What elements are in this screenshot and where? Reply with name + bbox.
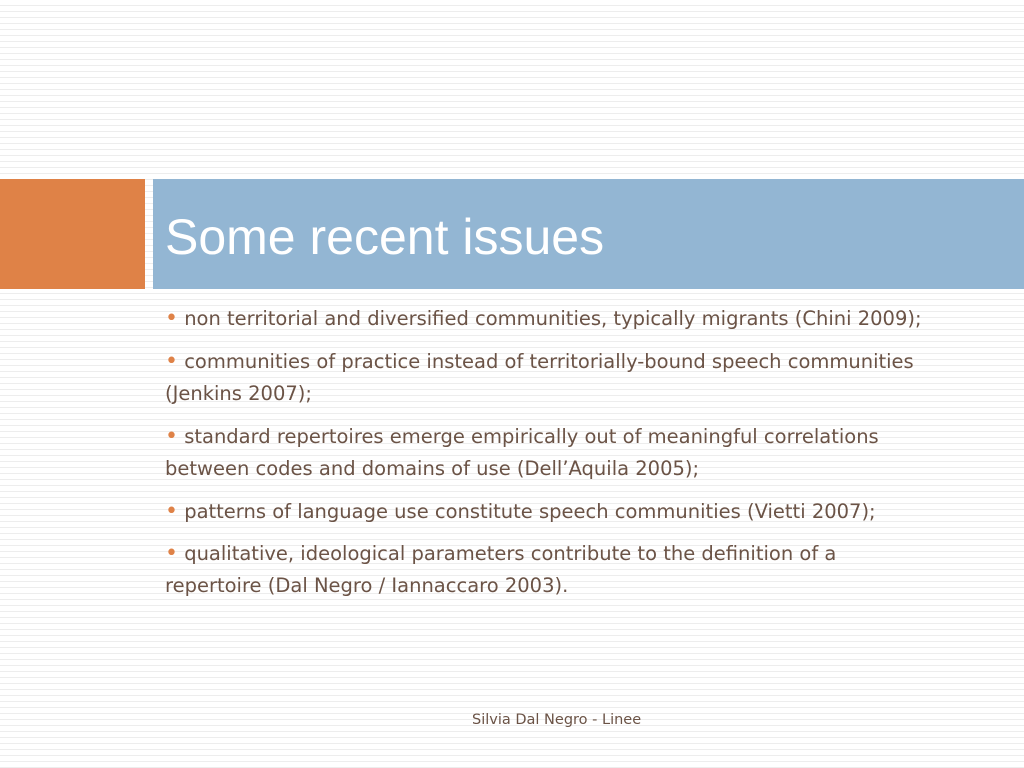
bullet-item	[165, 496, 925, 528]
bullet-item	[165, 303, 925, 335]
bullet-text: standard repertoires emerge empirically out of meaningful correlations between codes and domains of use (Dell’Aquila 2005);	[165, 425, 879, 480]
bullet-list	[165, 303, 925, 613]
bullet-icon: •	[165, 306, 178, 331]
bullet-icon: •	[165, 349, 178, 374]
bullet-item	[165, 538, 925, 602]
bullet-text: patterns of language use constitute speech communities (Vietti 2007);	[184, 500, 876, 523]
title-bar	[153, 179, 1024, 289]
bullet-icon: •	[165, 424, 178, 449]
bullet-icon: •	[165, 541, 178, 566]
accent-block	[0, 179, 145, 289]
footer-text: Silvia Dal Negro - Linee	[472, 712, 642, 728]
slide-title: Some recent issues	[165, 209, 605, 265]
bullet-text: qualitative, ideological parameters contribute to the definition of a repertoire (Dal Negro / Iannaccaro 2003).	[165, 542, 837, 597]
bullet-item	[165, 421, 925, 485]
bullet-text: non territorial and diversified communities, typically migrants (Chini 2009);	[184, 307, 922, 330]
bullet-icon: •	[165, 499, 178, 524]
bullet-item	[165, 346, 925, 410]
bullet-text: communities of practice instead of territorially-bound speech communities (Jenkins 2007);	[165, 350, 914, 405]
